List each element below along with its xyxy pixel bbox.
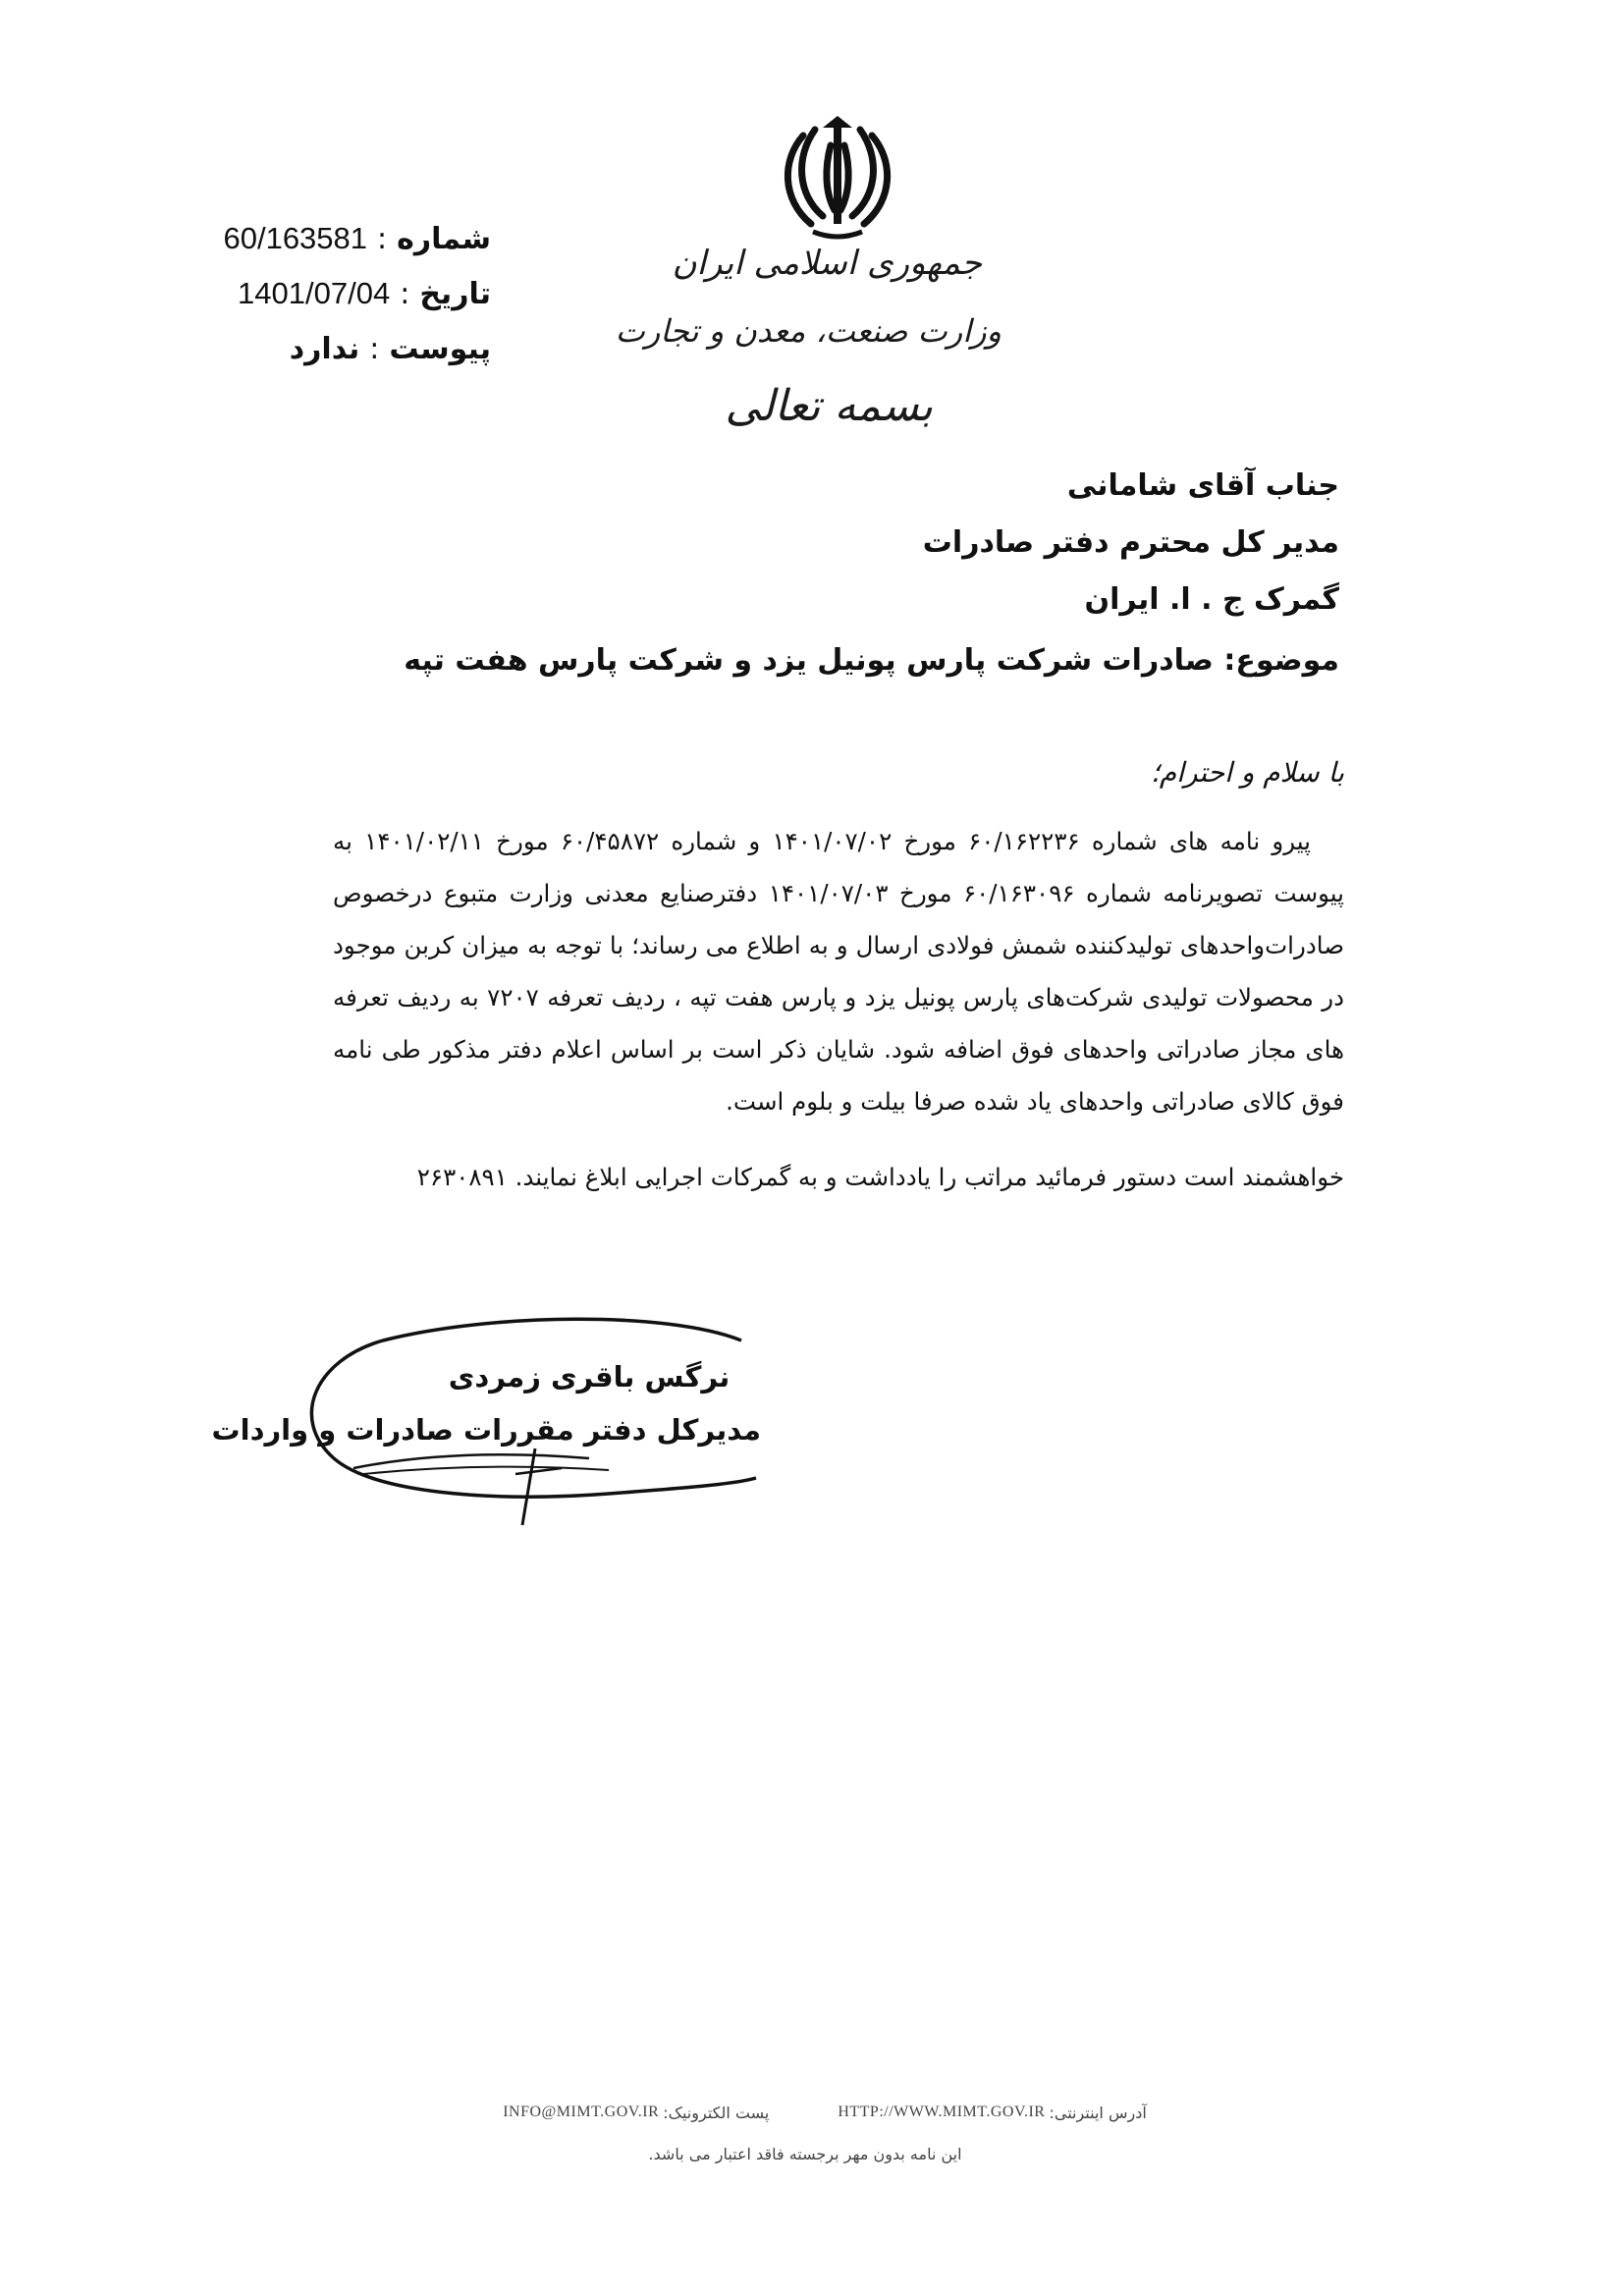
republic-title: جمهوری اسلامی ایران (672, 244, 982, 283)
ministry-title: وزارت صنعت، معدن و تجارت (615, 312, 1001, 350)
footer-email-label: پست الکترونیک: (663, 2104, 770, 2122)
footer-contact (412, 2104, 1237, 2122)
reference-separator: : (400, 276, 410, 311)
reference-date-row (196, 266, 491, 321)
addressee-block (259, 458, 1339, 693)
footer-validity-note: این نامه بدون مهر برجسته فاقد اعتبار می باشد. (648, 2145, 962, 2163)
signatory-title: مدیرکل دفتر مقررات صادرات و واردات (211, 1413, 761, 1447)
footer-website-link[interactable]: HTTP://WWW.MIMT.GOV.IR (838, 2104, 1046, 2120)
footer-email-link[interactable]: INFO@MIMT.GOV.IR (503, 2104, 660, 2120)
addressee-name: جناب آقای شامانی (1066, 468, 1339, 503)
footer-email (503, 2104, 769, 2122)
addressee-position: مدیر کل محترم دفتر صادرات (922, 525, 1339, 560)
signatory-name: نرگس باقری زمردی (448, 1360, 731, 1394)
reference-separator: : (377, 221, 388, 256)
reference-attachment-label: پیوست (389, 331, 491, 366)
reference-number-row (196, 211, 491, 266)
letter-body: پیرو نامه های شماره ۶۰/۱۶۲۲۳۶ مورخ ۱۴۰۱/۰۷/۰۲ و شماره ۶۰/۴۵۸۷۲ مورخ ۱۴۰۱/۰۲/۱۱ به پیوست تصویرنامه شماره ۶۰/۱۶۳۰۹۶ مورخ ۱۴۰۱/۰۷/۰۳ دفترصنایع معدنی وزارت متبوع درخصوص صادرات‌واحدهای تولیدکننده شمش فولادی ارسال و به اطلاع می رساند؛ با توجه به میزان کربن موجود در محصولات تولیدی شرکت‌های پارس پونیل یزد و پارس هفت تپه ، ردیف تعرفه ۷۲۰۷ به ردیف تعرفه های مجاز صادراتی واحدهای فوق اضافه شود. شایان ذکر است بر اساس اعلام دفتر مذکور طی نامه فوق کالای صادراتی واحدهای یاد شده صرفا بیلت و بلوم است. (333, 827, 1344, 1116)
reference-block (196, 211, 491, 376)
reference-separator: : (369, 331, 380, 366)
signature-block (211, 1301, 785, 1537)
letter-greeting: با سلام و احترام؛ (1150, 756, 1344, 789)
iran-emblem-icon (774, 116, 901, 244)
addressee-organization: گمرک ج . ا. ایران (1084, 582, 1339, 617)
footer-website-label: آدرس اینترنتی: (1049, 2104, 1147, 2122)
reference-attachment-row (196, 321, 491, 376)
footer-website (838, 2104, 1146, 2122)
reference-number-label: شماره (397, 221, 491, 256)
letter-closing: خواهشمند است دستور فرمائید مراتب را یادداشت و به گمرکات اجرایی ابلاغ نمایند. ۲۶۳۰۸۹۱ (416, 1163, 1344, 1191)
basmala-heading: بسمه تعالی (725, 381, 933, 431)
letter-subject: موضوع: صادرات شرکت پارس پونیل یزد و شرکت پارس هفت تپه (404, 643, 1339, 678)
reference-date-value: 1401/07/04 (238, 276, 391, 310)
reference-number-value: 60/163581 (223, 221, 368, 255)
reference-attachment-value: ندارد (289, 331, 360, 366)
reference-date-label: تاریخ (419, 276, 491, 311)
